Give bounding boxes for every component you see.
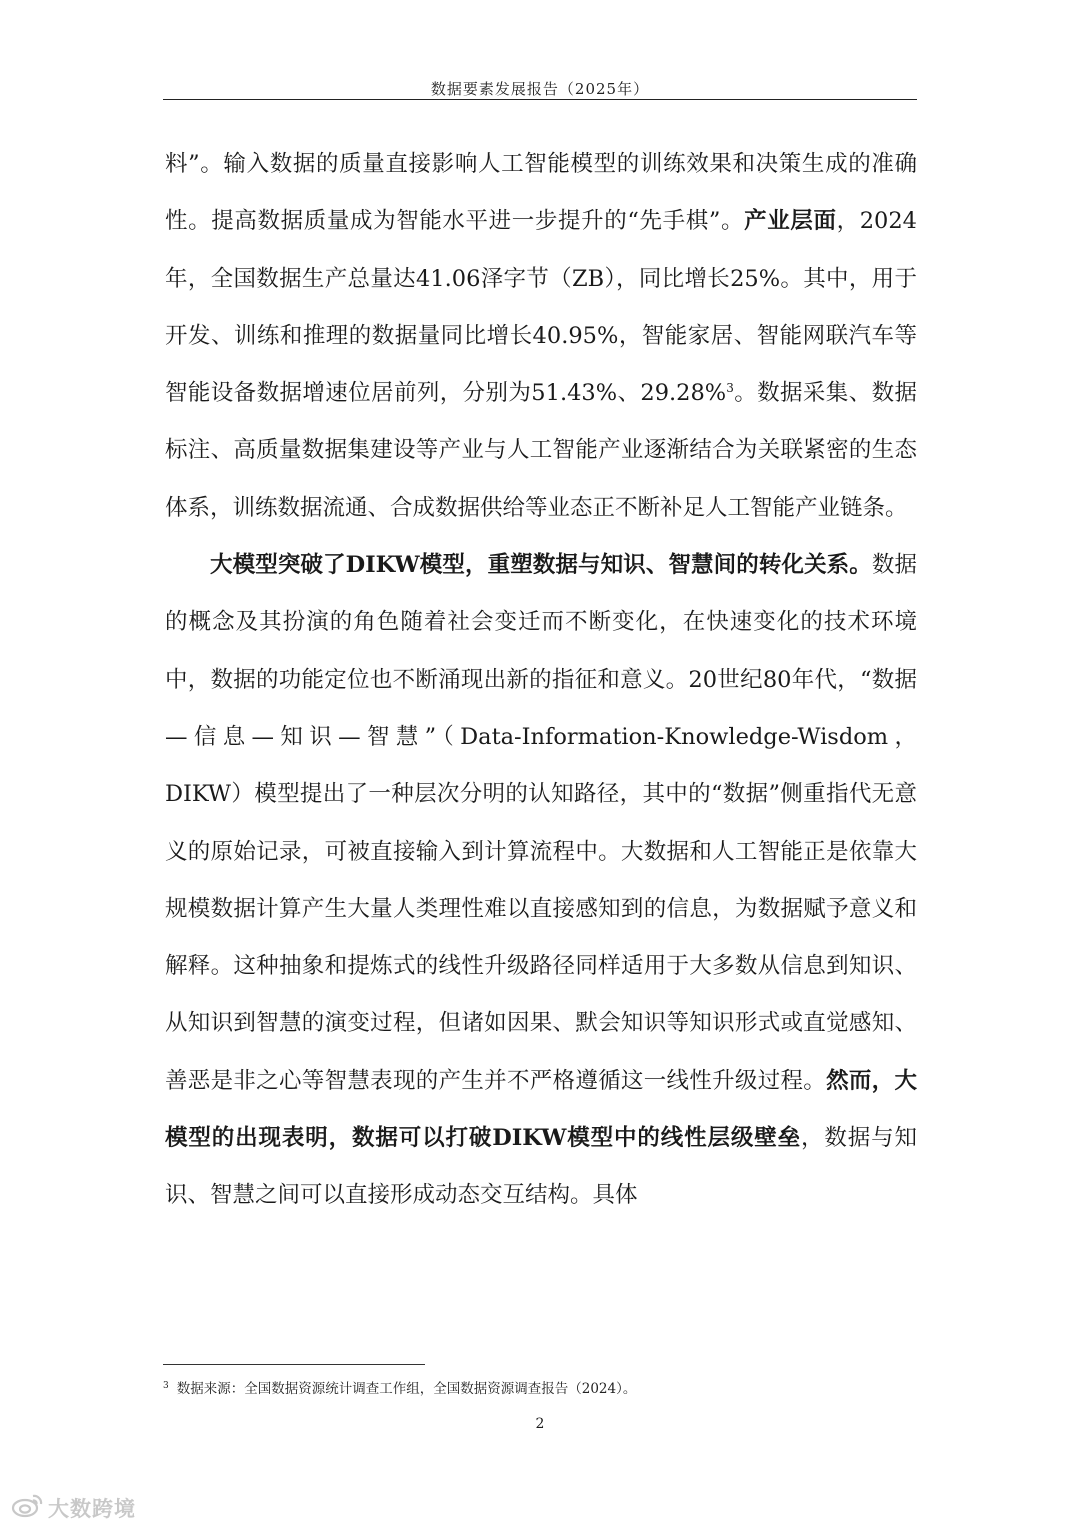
para1-text-3: 。数据采集、数据标注、高质量数据集建设等产业与人工智能产业逐渐结合为关联紧密的生态体系，训练数据流通、合成数据供给等业态正不断补足人工智能产业链条。: [165, 380, 917, 521]
weibo-icon: [10, 1492, 44, 1523]
footnote-reference[interactable]: 3: [726, 381, 734, 396]
para2-bold-however: 然而，大模型的出现表明，数据可以打破DIKW模型中的线性层级壁垒: [165, 1067, 917, 1152]
running-header: 数据要素发展报告（2025年）: [430, 80, 650, 98]
footnote-rule: [163, 1364, 425, 1365]
paragraph-industry-data: [165, 136, 917, 537]
footnote-mark: 3: [163, 1381, 169, 1391]
watermark: [10, 1492, 136, 1523]
footnote-text: 数据来源：全国数据资源统计调查工作组，全国数据资源调查报告（2024）。: [176, 1381, 637, 1397]
para2-heading-bold: 大模型突破了DIKW模型，重塑数据与知识、智慧间的转化关系。: [210, 552, 872, 579]
footnote: [163, 1377, 636, 1397]
watermark-text: 大数跨境: [48, 1496, 136, 1521]
para1-text-1: 料”。输入数据的质量直接影响人工智能模型的训练效果和决策生成的准确性。提高数据质量成为智能水平进一步提升的“先手棋”。: [165, 151, 917, 235]
body-text: [165, 136, 917, 1225]
page-number: 2: [535, 1416, 545, 1432]
para2-text-2: ，数据与知识、智慧之间可以直接形成动态交互结构。具体: [165, 1125, 917, 1209]
header-rule: [163, 99, 917, 100]
para1-bold-industry: 产业层面: [744, 208, 837, 235]
para2-text-1: 数据的概念及其扮演的角色随着社会变迁而不断变化，在快速变化的技术环境中，数据的功能定位也不断涌现出新的指征和意义。20世纪80年代，“数据—信息—知识—智慧”（Data-Information-Knowledge-Wisdom，DIKW）模型提出了一种层次分明的认知路径，其中的“数据”侧重指代无意义的原始记录，可被直接输入到计算流程中。大数据和人工智能正是依靠大规模数据计算产生大量人类理性难以直接感知到的信息，为数据赋予意义和解释。这种抽象和提炼式的线性升级路径同样适用于大多数从信息到知识、从知识到智慧的演变过程，但诸如因果、默会知识等知识形式或直觉感知、善恶是非之心等智慧表现的产生并不严格遵循这一线性升级过程。: [165, 552, 917, 1094]
paragraph-dikw-model: [165, 537, 917, 1225]
para1-text-2: ，2024年，全国数据生产总量达41.06泽字节（ZB），同比增长25%。其中，用于开发、训练和推理的数据量同比增长40.95%，智能家居、智能网联汽车等智能设备数据增速位居前列，分别为51.43%、29.28%: [165, 208, 917, 407]
